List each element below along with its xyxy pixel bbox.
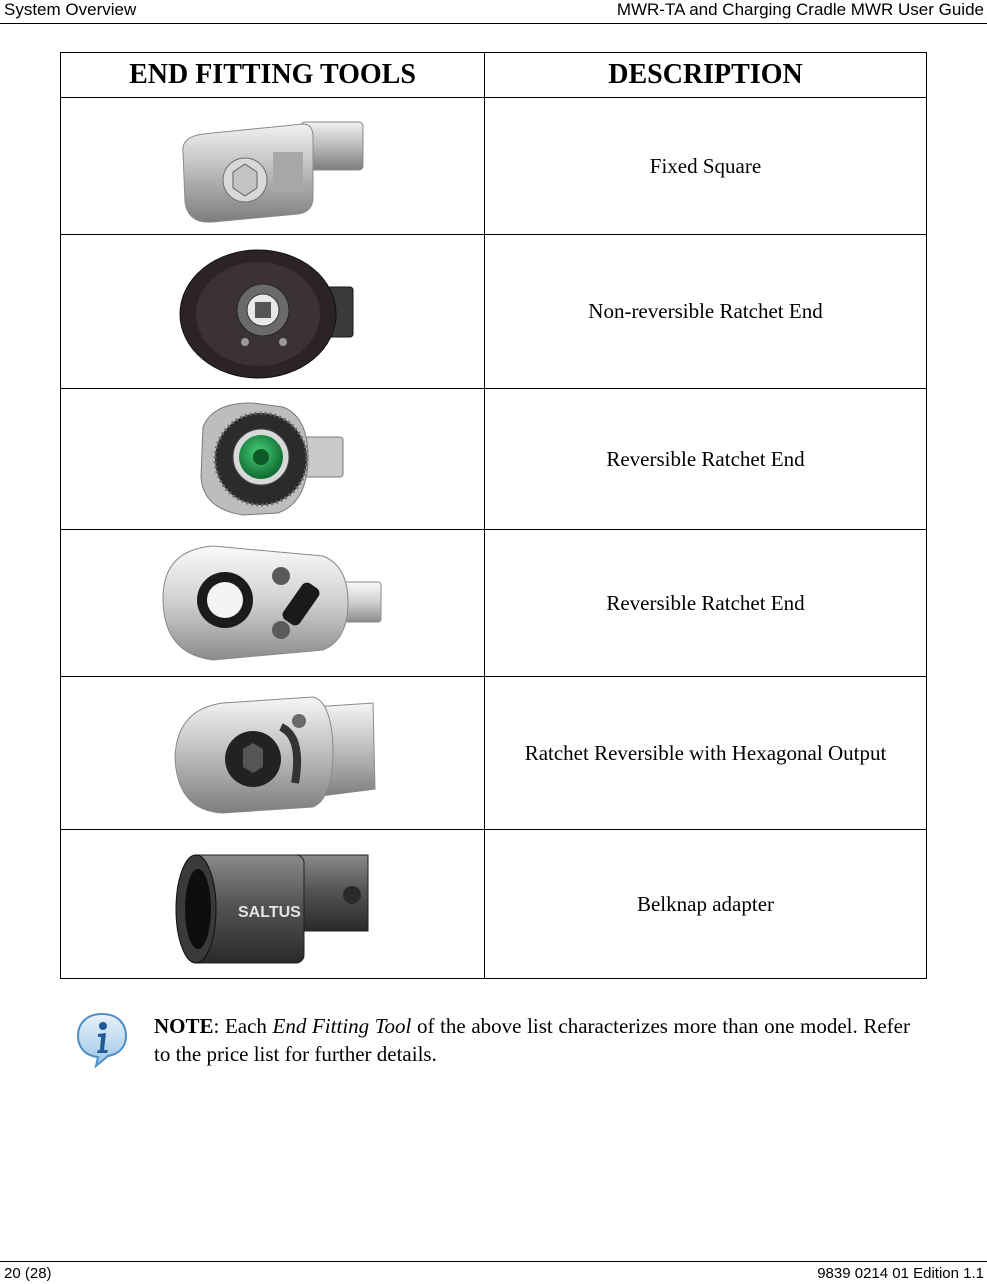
page-number: 20 (28) — [4, 1265, 52, 1282]
fixed-square-image — [61, 98, 485, 235]
note-body: of the above list characterizes more than one model. Refer to the price list for further details. — [154, 1014, 910, 1066]
ratchet-hexagonal-image — [61, 677, 485, 830]
reversible-ratchet-green-image — [61, 389, 485, 530]
table-row — [61, 389, 927, 530]
description-cell: Reversible Ratchet End — [485, 530, 927, 677]
page-header — [0, 0, 987, 24]
reversible-ratchet-lever-image — [61, 530, 485, 677]
table-row — [61, 530, 927, 677]
table-row — [61, 98, 927, 235]
table-header-row — [61, 53, 927, 98]
header-doc-title: MWR-TA and Charging Cradle MWR User Guide — [616, 0, 984, 19]
page-footer — [0, 1261, 987, 1284]
end-fitting-tools-table — [60, 52, 927, 979]
description-cell: Reversible Ratchet End — [485, 389, 927, 530]
table-row — [61, 830, 927, 979]
description-cell: Non-reversible Ratchet End — [485, 235, 927, 389]
description-cell: Belknap adapter — [485, 830, 927, 979]
document-edition: 9839 0214 01 Edition 1.1 — [817, 1265, 984, 1282]
note-emphasis: End Fitting Tool — [272, 1014, 412, 1038]
description-cell: Fixed Square — [485, 98, 927, 235]
note-label: NOTE — [154, 1014, 214, 1038]
info-icon — [74, 1010, 130, 1068]
column-header-tools: END FITTING TOOLS — [61, 53, 485, 98]
description-cell: Ratchet Reversible with Hexagonal Output — [485, 677, 927, 830]
column-header-description: DESCRIPTION — [485, 53, 927, 98]
table-row — [61, 235, 927, 389]
table-row — [61, 677, 927, 830]
belknap-adapter-image — [61, 830, 485, 979]
header-section: System Overview — [4, 0, 137, 19]
saltus-logo: SALTUS — [237, 904, 301, 921]
non-reversible-ratchet-image — [61, 235, 485, 389]
note-text — [154, 1012, 910, 1068]
note-separator: : Each — [213, 1014, 273, 1038]
